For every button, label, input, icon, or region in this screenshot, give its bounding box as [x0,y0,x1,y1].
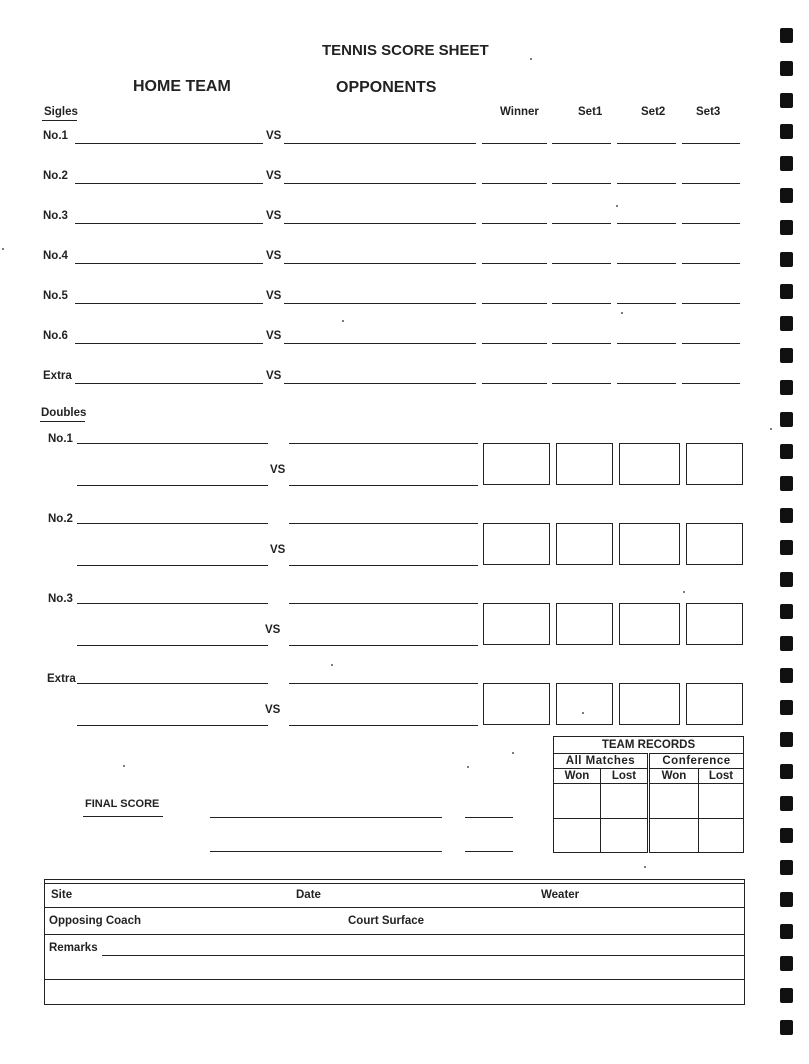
binder-mark [780,956,793,971]
all-won-header: Won [554,769,601,784]
singles-set1-line[interactable] [552,183,611,184]
singles-home-player-line[interactable] [75,143,263,144]
singles-vs-label: VS [266,370,282,382]
doubles-home-player2-line[interactable] [77,565,268,566]
singles-vs-label: VS [266,330,282,342]
doubles-home-player1-line[interactable] [77,443,268,444]
doubles-home-player1-line[interactable] [77,523,268,524]
col-set2: Set2 [641,106,666,118]
doubles-opponent-player2-line[interactable] [289,565,478,566]
remarks-divider [45,979,744,980]
doubles-home-player2-line[interactable] [77,485,268,486]
singles-set3-line[interactable] [682,263,740,264]
doubles-set2-box[interactable] [619,603,680,645]
col-set3: Set3 [696,106,721,118]
singles-opponent-player-line[interactable] [284,223,476,224]
binder-mark [780,28,793,43]
info-box-top-double-rule [45,883,744,884]
singles-set1-line[interactable] [552,143,611,144]
singles-set2-line[interactable] [617,343,676,344]
weather-label: Weater [541,889,580,901]
singles-set1-line[interactable] [552,343,611,344]
scan-speck [683,591,685,593]
remarks-label: Remarks [49,942,98,954]
binder-mark [780,316,793,331]
conference-header: Conference [649,754,744,769]
doubles-opponent-player1-line[interactable] [289,603,478,604]
binder-mark [780,732,793,747]
doubles-vs-label: VS [265,704,281,716]
singles-winner-line[interactable] [482,383,547,384]
doubles-home-player2-line[interactable] [77,645,268,646]
singles-opponent-player-line[interactable] [284,143,476,144]
binder-mark [780,508,793,523]
singles-row-label: Extra [43,370,72,382]
singles-winner-line[interactable] [482,263,547,264]
scan-speck [2,248,4,250]
singles-row-label: No.3 [43,210,68,222]
doubles-winner-box[interactable] [483,683,550,725]
scan-speck [644,866,646,868]
singles-winner-line[interactable] [482,183,547,184]
binder-mark [780,604,793,619]
binder-mark [780,796,793,811]
binder-mark [780,412,793,427]
scan-speck [512,752,514,754]
home-conf-won-cell[interactable] [649,784,699,818]
singles-set2-line[interactable] [617,143,676,144]
binder-mark [780,444,793,459]
doubles-vs-label: VS [265,624,281,636]
doubles-set3-box[interactable] [686,523,743,565]
scan-speck [467,766,469,768]
singles-set2-line[interactable] [617,303,676,304]
binder-mark [780,924,793,939]
doubles-opponent-player1-line[interactable] [289,683,478,684]
singles-vs-label: VS [266,130,282,142]
doubles-vs-label: VS [270,464,286,476]
singles-set1-line[interactable] [552,383,611,384]
singles-home-player-line[interactable] [75,263,263,264]
doubles-set2-box[interactable] [619,683,680,725]
page-title: TENNIS SCORE SHEET [322,42,489,59]
singles-set2-line[interactable] [617,223,676,224]
singles-set1-line[interactable] [552,303,611,304]
doubles-heading: Doubles [41,407,87,419]
binder-mark [780,252,793,267]
singles-set1-line[interactable] [552,263,611,264]
binder-mark [780,988,793,1003]
singles-heading-underline [42,120,77,121]
scan-speck [582,712,584,714]
singles-set3-line[interactable] [682,383,740,384]
binder-mark [780,860,793,875]
singles-set2-line[interactable] [617,183,676,184]
doubles-row-label: Extra [47,673,76,685]
singles-heading: Sigles [44,106,78,118]
binder-mark [780,284,793,299]
singles-opponent-player-line[interactable] [284,343,476,344]
singles-row-label: No.4 [43,250,68,262]
doubles-row-label: No.3 [48,593,73,605]
doubles-set3-box[interactable] [686,683,743,725]
binder-mark [780,700,793,715]
opp-all-won-cell[interactable] [554,818,601,852]
all-matches-header: All Matches [554,754,649,769]
binder-mark [780,540,793,555]
remarks-line[interactable] [102,955,744,956]
doubles-set1-box[interactable] [556,523,613,565]
singles-row-label: No.2 [43,170,68,182]
final-score-opponent-score-line[interactable] [465,851,513,852]
scan-speck [342,320,344,322]
site-label: Site [51,889,73,901]
scan-speck [621,312,623,314]
doubles-vs-label: VS [270,544,286,556]
scan-speck [123,765,125,767]
conf-won-header: Won [649,769,699,784]
binder-mark [780,892,793,907]
singles-set3-line[interactable] [682,343,740,344]
binder-mark [780,348,793,363]
singles-row-label: No.5 [43,290,68,302]
singles-home-player-line[interactable] [75,183,263,184]
date-label: Date [296,889,321,901]
singles-vs-label: VS [266,210,282,222]
final-score-home-score-line[interactable] [465,817,513,818]
binder-mark [780,61,793,76]
doubles-opponent-player2-line[interactable] [289,485,478,486]
doubles-set3-box[interactable] [686,443,743,485]
binder-mark [780,572,793,587]
scan-speck [616,205,618,207]
doubles-set2-box[interactable] [619,523,680,565]
home-team-heading: HOME TEAM [133,78,231,95]
singles-opponent-player-line[interactable] [284,383,476,384]
home-all-lost-cell[interactable] [601,784,649,818]
singles-set1-line[interactable] [552,223,611,224]
binder-mark [780,188,793,203]
doubles-opponent-player2-line[interactable] [289,725,478,726]
singles-home-player-line[interactable] [75,303,263,304]
singles-vs-label: VS [266,290,282,302]
opposing-coach-label: Opposing Coach [49,915,141,927]
singles-set3-line[interactable] [682,143,740,144]
singles-winner-line[interactable] [482,223,547,224]
opp-all-lost-cell[interactable] [601,818,649,852]
final-score-opponent-line[interactable] [210,851,442,852]
singles-opponent-player-line[interactable] [284,183,476,184]
singles-home-player-line[interactable] [75,343,263,344]
singles-vs-label: VS [266,250,282,262]
binder-mark [780,636,793,651]
binder-mark [780,1020,793,1035]
singles-set3-line[interactable] [682,183,740,184]
team-records-table [553,736,744,853]
doubles-row-label: No.1 [48,433,73,445]
info-row-divider [45,907,744,908]
final-score-underline [83,816,163,817]
doubles-heading-underline [40,421,85,422]
match-info-box [44,879,745,1005]
doubles-set2-box[interactable] [619,443,680,485]
opp-conf-lost-cell[interactable] [699,818,744,852]
binder-mark [780,156,793,171]
doubles-opponent-player1-line[interactable] [289,523,478,524]
col-winner: Winner [500,106,539,118]
singles-vs-label: VS [266,170,282,182]
singles-row-label: No.1 [43,130,68,142]
binder-mark [780,124,793,139]
singles-home-player-line[interactable] [75,383,263,384]
doubles-winner-box[interactable] [483,443,550,485]
final-score-home-team-line[interactable] [210,817,442,818]
singles-winner-line[interactable] [482,343,547,344]
opp-conf-won-cell[interactable] [649,818,699,852]
binder-mark [780,93,793,108]
home-all-won-cell[interactable] [554,784,601,818]
doubles-row-label: No.2 [48,513,73,525]
doubles-set1-box[interactable] [556,443,613,485]
doubles-opponent-player2-line[interactable] [289,645,478,646]
scan-speck [530,58,532,60]
singles-opponent-player-line[interactable] [284,303,476,304]
singles-set2-line[interactable] [617,383,676,384]
court-surface-label: Court Surface [348,915,425,927]
team-records-title: TEAM RECORDS [554,737,744,754]
conf-lost-header: Lost [699,769,744,784]
singles-set2-line[interactable] [617,263,676,264]
doubles-opponent-player1-line[interactable] [289,443,478,444]
scan-speck [770,428,772,430]
doubles-winner-box[interactable] [483,603,550,645]
doubles-home-player1-line[interactable] [77,683,268,684]
binder-mark [780,764,793,779]
doubles-winner-box[interactable] [483,523,550,565]
binder-mark [780,476,793,491]
doubles-home-player2-line[interactable] [77,725,268,726]
singles-winner-line[interactable] [482,303,547,304]
doubles-home-player1-line[interactable] [77,603,268,604]
col-set1: Set1 [578,106,603,118]
singles-opponent-player-line[interactable] [284,263,476,264]
final-score-label: FINAL SCORE [85,798,160,810]
binder-mark [780,668,793,683]
singles-set3-line[interactable] [682,303,740,304]
all-lost-header: Lost [601,769,649,784]
doubles-set3-box[interactable] [686,603,743,645]
opponents-heading: OPPONENTS [336,79,437,96]
doubles-set1-box[interactable] [556,683,613,725]
singles-home-player-line[interactable] [75,223,263,224]
scan-speck [331,664,333,666]
singles-winner-line[interactable] [482,143,547,144]
info-row-divider [45,934,744,935]
doubles-set1-box[interactable] [556,603,613,645]
binder-mark [780,828,793,843]
binder-mark [780,220,793,235]
home-conf-lost-cell[interactable] [699,784,744,818]
binder-mark [780,380,793,395]
singles-row-label: No.6 [43,330,68,342]
singles-set3-line[interactable] [682,223,740,224]
